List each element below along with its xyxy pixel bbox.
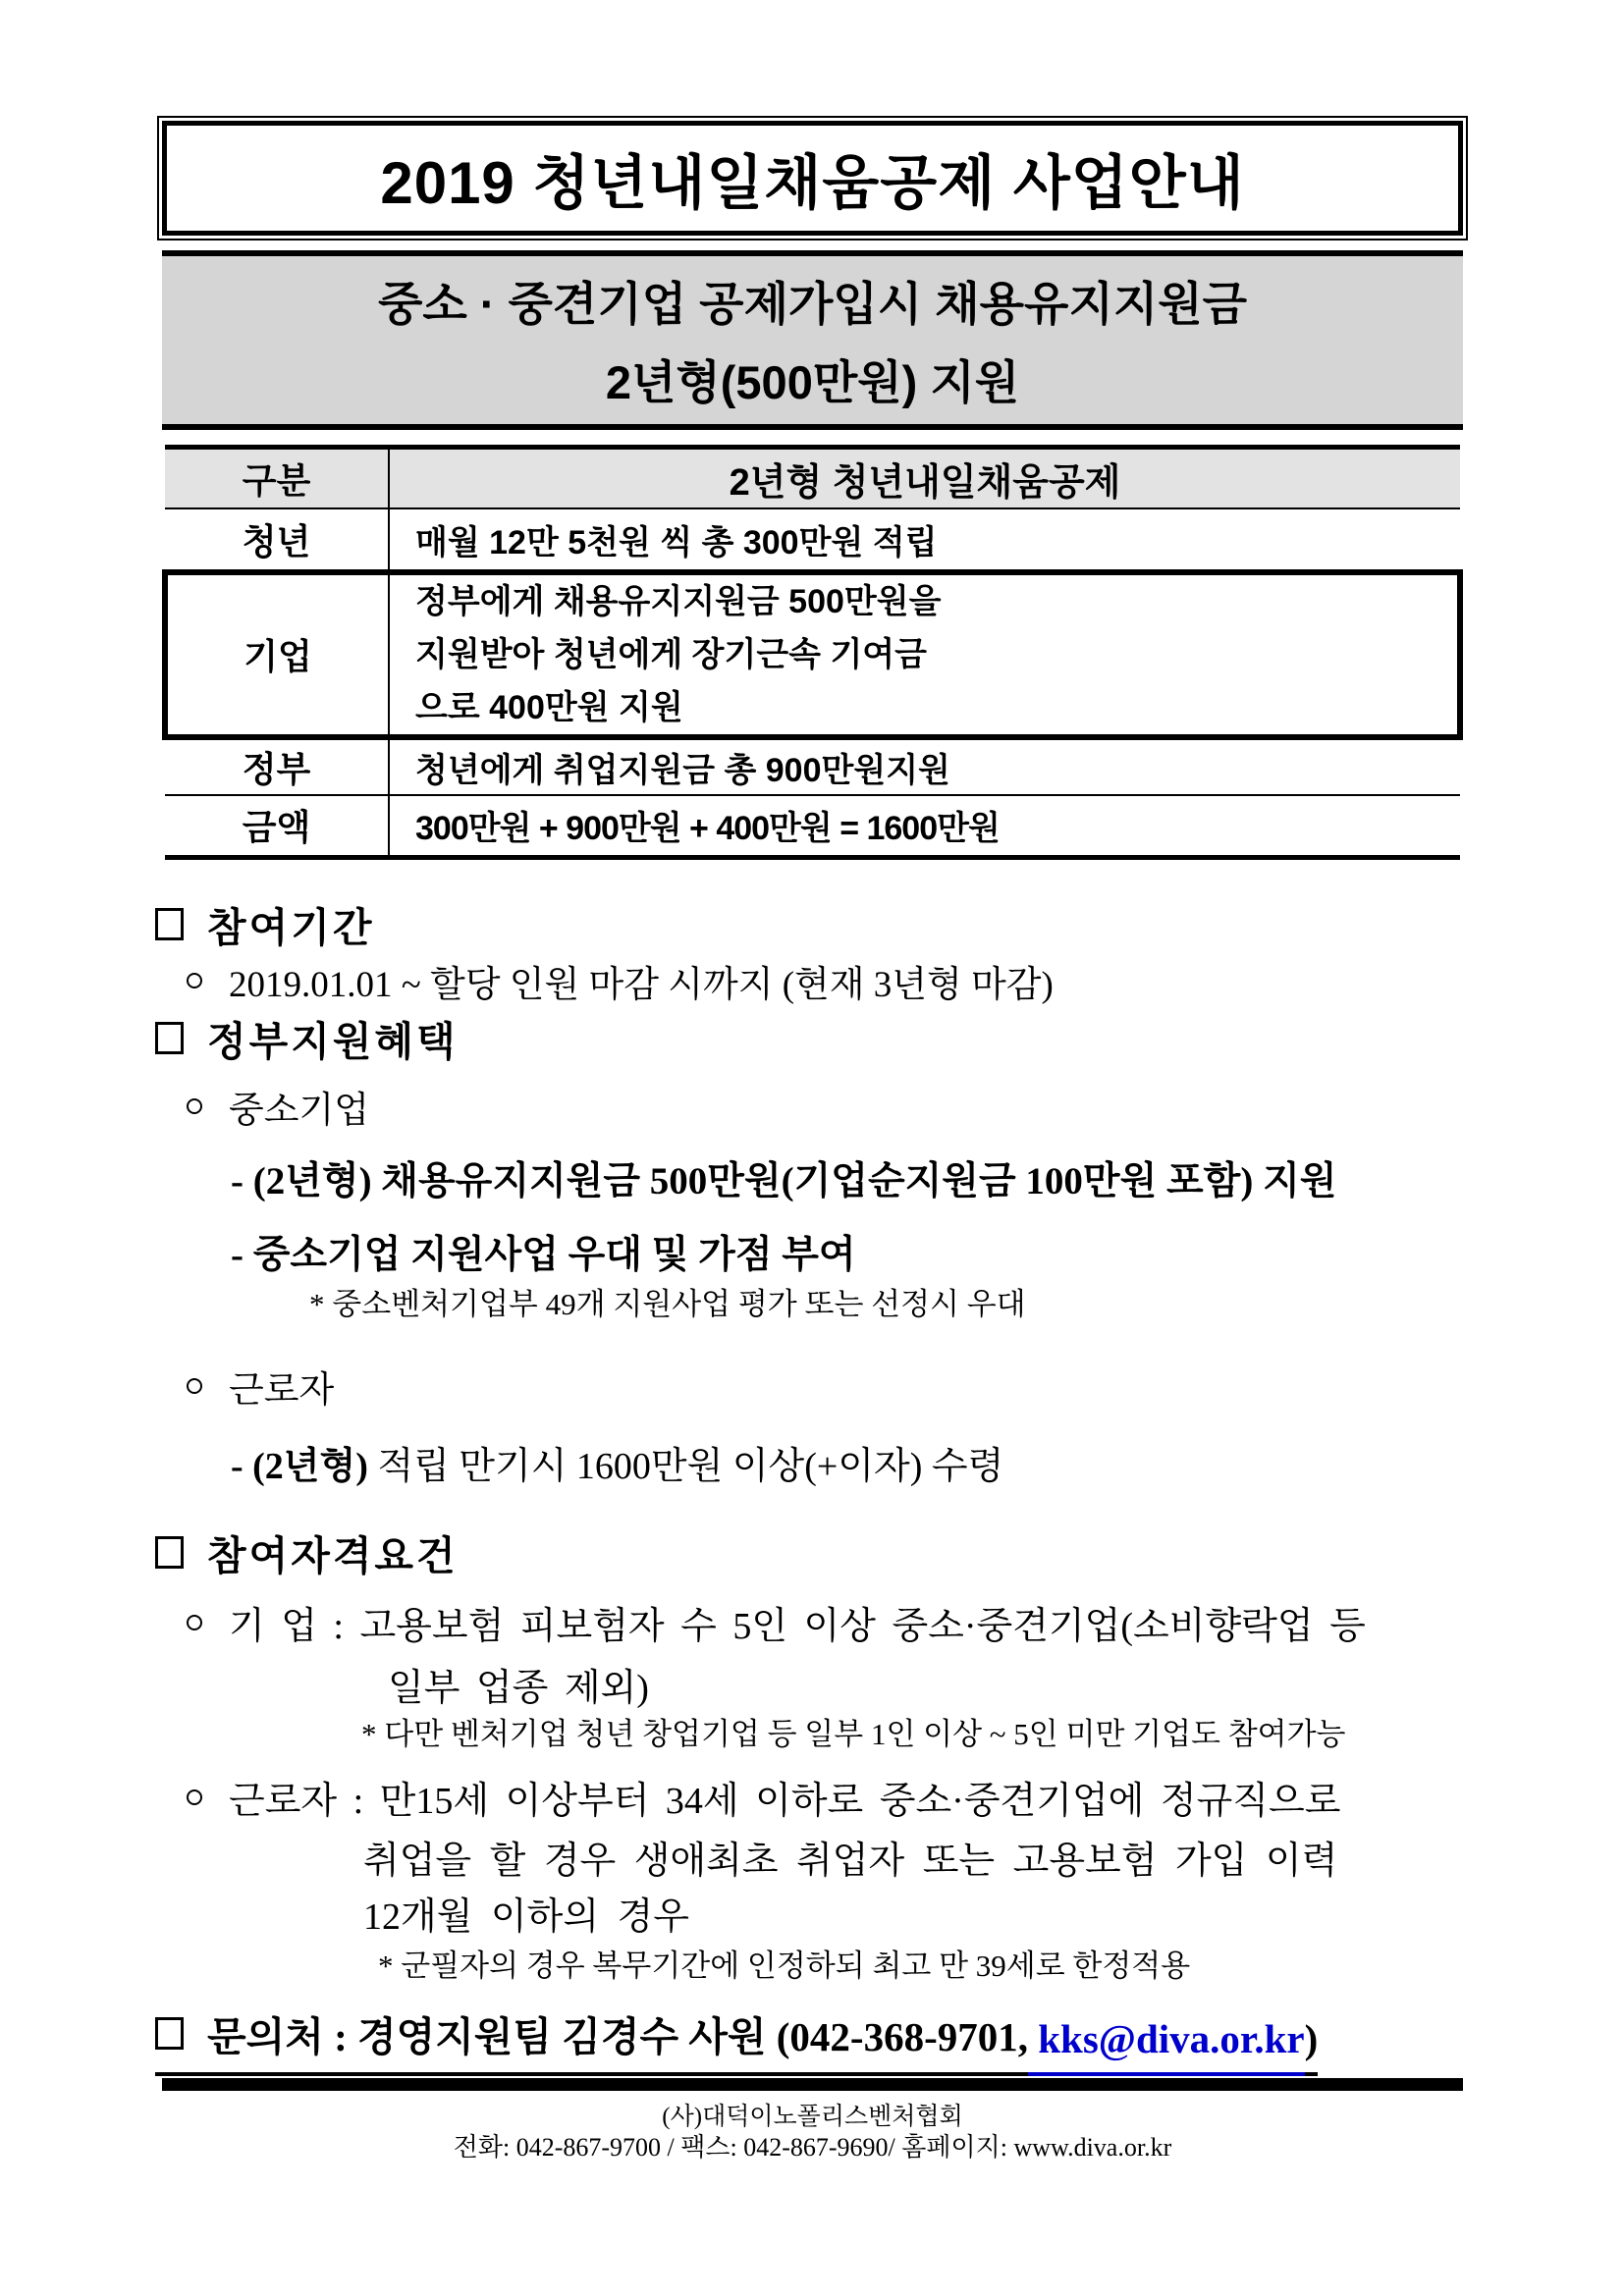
table-header-category: 구분 — [165, 448, 389, 508]
document-title: 2019 청년내일채움공제 사업안내 — [380, 149, 1245, 216]
benefit-worker-dash-bold: - (2년형) — [231, 1446, 368, 1487]
subtitle-banner — [162, 250, 1463, 430]
benefit-sme-dash-1 — [231, 1150, 1336, 1205]
benefit-sme-note — [309, 1279, 1026, 1323]
row-value-youth: 매월 12만 5천원 씩 총 300만원 적립 — [415, 523, 938, 561]
checkbox-square-icon — [155, 1022, 184, 1054]
table-row-amount — [165, 795, 1460, 858]
banner-line-2: 2년형(500만원) 지원 — [605, 355, 1020, 408]
eligibility-worker-note — [378, 1941, 1190, 1985]
benefit-sme-dash-2-text: - 중소기업 지원사업 우대 및 가점 부여 — [231, 1234, 856, 1276]
eligibility-worker-text-2: 취업을 할 경우 생애최초 취업자 또는 고용보험 가입 이력 — [363, 1841, 1338, 1882]
row-label-company: 기업 — [165, 572, 389, 737]
benefit-worker-item — [187, 1360, 334, 1413]
section-title-text: 참여자격요건 — [207, 1533, 459, 1578]
section-title-text: 정부지원혜택 — [207, 1019, 459, 1064]
program-table — [162, 445, 1463, 860]
footer-contacts: 전화: 042-867-9700 / 팩스: 042-867-9690/ 홈페이지: www.diva.or.kr — [453, 2133, 1172, 2162]
eligibility-worker-note-text: * 군필자의 경우 복무기간에 인정하되 최고 만 39세로 한정적용 — [378, 1949, 1191, 1983]
contact-email-segment — [1028, 2015, 1305, 2076]
program-table-wrap — [162, 445, 1463, 860]
participation-period-text: 2019.01.01 ~ 할당 인원 마감 시까지 (현재 3년형 마감) — [229, 965, 1054, 1005]
contact-label-text: 문의처 : 경영지원팀 김경수 사원 (042-368-9701, — [207, 2014, 1028, 2059]
table-header-row — [165, 448, 1460, 508]
benefit-sme-label: 중소기업 — [229, 1091, 369, 1131]
contact-line — [155, 2004, 1318, 2076]
row-value-company — [389, 572, 1460, 737]
banner-line-1: 중소 · 중견기업 공제가입시 채용유지지원금 — [377, 278, 1248, 331]
eligibility-company-note-text: * 다만 벤처기업 청년 창업기업 등 일부 1인 이상 ~ 5인 미만 기업도 참여가능 — [361, 1717, 1346, 1751]
participation-period-item — [187, 954, 1054, 1007]
row-value-government: 청년에게 취업지원금 총 900만원지원 — [415, 751, 950, 789]
benefit-sme-item — [187, 1080, 369, 1133]
benefit-sme-dash-2 — [231, 1224, 856, 1279]
table-row-company — [165, 572, 1460, 737]
circle-bullet-icon — [187, 1378, 202, 1394]
benefit-sme-dash-1-text: - (2년형) 채용유지지원금 500만원(기업순지원금 100만원 포함) 지원 — [231, 1160, 1337, 1202]
eligibility-company-line-1 — [187, 1595, 1366, 1649]
company-line-3: 으로 400만원 지원 — [415, 688, 683, 726]
benefit-worker-dash — [231, 1435, 1003, 1489]
circle-bullet-icon — [187, 1615, 202, 1630]
section-eligibility — [155, 1523, 459, 1581]
circle-bullet-icon — [187, 1098, 202, 1114]
circle-bullet-icon — [187, 1789, 202, 1805]
eligibility-company-note — [361, 1709, 1346, 1753]
table-row-youth — [165, 508, 1460, 572]
benefit-worker-label: 근로자 — [229, 1370, 335, 1411]
eligibility-company-text-2: 일부 업종 제외) — [388, 1668, 649, 1709]
eligibility-worker-line-2 — [363, 1830, 1337, 1884]
benefit-worker-dash-rest: 적립 만기시 1600만원 이상(+이자) 수령 — [367, 1446, 1004, 1487]
eligibility-worker-text-3: 12개월 이하의 경우 — [363, 1896, 689, 1938]
section-participation-period — [155, 895, 374, 953]
checkbox-square-icon — [155, 1536, 184, 1569]
section-government-benefits — [155, 1009, 459, 1067]
table-header-program: 2년형 청년내일채움공제 — [389, 448, 1460, 508]
contact-suffix-segment — [1305, 2015, 1319, 2076]
contact-suffix-text: ) — [1304, 2016, 1319, 2061]
footer-organization: (사)대덕이노폴리스벤처협회 — [662, 2104, 963, 2130]
table-row-government — [165, 737, 1460, 795]
company-line-1: 정부에게 채용유지지원금 500만원을 — [415, 582, 942, 620]
contact-label-segment — [155, 2004, 1028, 2076]
company-line-2: 지원받아 청년에게 장기근속 기여금 — [415, 635, 927, 673]
eligibility-worker-text-1: 근로자 : 만15세 이상부터 34세 이하로 중소·중견기업에 정규직으로 — [229, 1781, 1341, 1822]
row-label-youth: 청년 — [165, 508, 389, 572]
eligibility-company-text-1: 기 업 : 고용보험 피보험자 수 5인 이상 중소·중견기업(소비향락업 등 — [229, 1606, 1366, 1647]
checkbox-square-icon — [155, 2017, 184, 2050]
eligibility-worker-line-3 — [363, 1886, 689, 1940]
eligibility-worker-line-1 — [187, 1770, 1340, 1824]
checkbox-square-icon — [155, 908, 184, 940]
section-title-text: 참여기간 — [207, 905, 375, 950]
contact-email-link[interactable]: kks@diva.or.kr — [1028, 2016, 1305, 2061]
document-title-box — [162, 121, 1463, 236]
footer-divider-bar — [162, 2078, 1463, 2091]
row-label-amount: 금액 — [165, 795, 389, 858]
eligibility-company-line-2 — [388, 1657, 649, 1711]
benefit-sme-note-text: * 중소벤처기업부 49개 지원사업 평가 또는 선정시 우대 — [309, 1287, 1026, 1321]
row-value-amount: 300만원 + 900만원 + 400만원 = 1600만원 — [415, 810, 1000, 848]
circle-bullet-icon — [187, 973, 202, 988]
row-label-government: 정부 — [165, 737, 389, 795]
